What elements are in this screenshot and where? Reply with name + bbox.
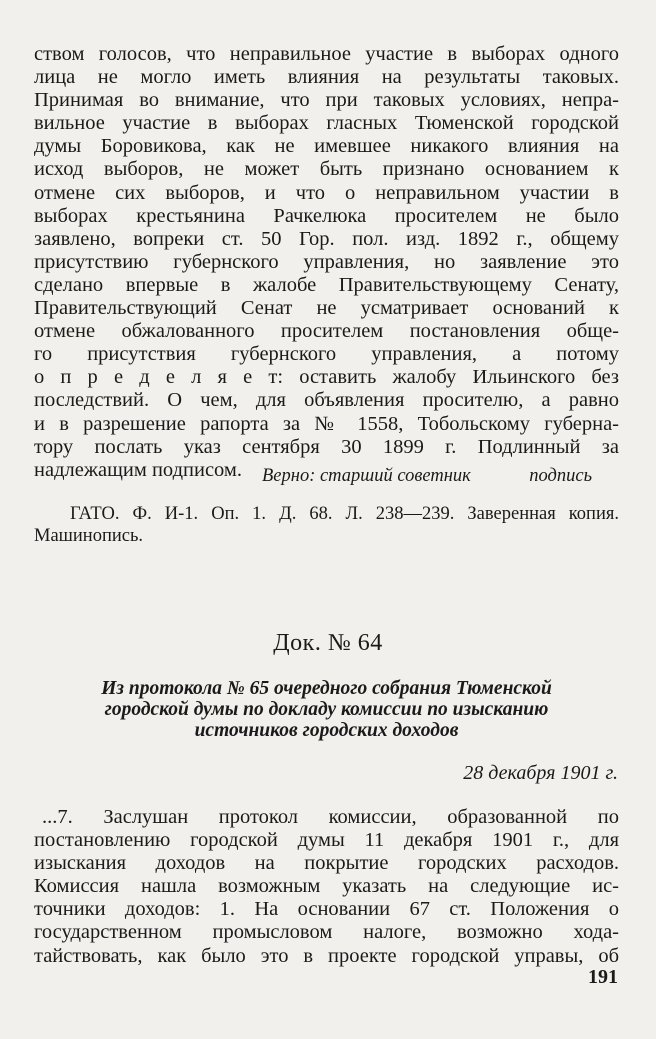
- body-text-bottom: [34, 806, 619, 968]
- title-line: городской думы по докладу комиссии по изысканию: [104, 699, 549, 720]
- text-line: присутствию губернского управления, но заявление это: [34, 250, 619, 273]
- text-line: о п р е д е л я е т: оставить жалобу Ильинского без: [34, 366, 619, 389]
- text-line: постановлению городской думы 11 декабря 1901 г., для: [34, 829, 619, 852]
- signature-note: подпись: [529, 466, 592, 486]
- text-line: думы Боровикова, как не имевшее никакого влияния на: [34, 135, 619, 158]
- body-text-top: [34, 43, 619, 482]
- text-line: отмене обжалованного просителем постановления обще-: [34, 320, 619, 343]
- text-line: сделано впервые в жалобе Правительствующему Сенату,: [34, 273, 619, 296]
- text-line: ...7. Заслушан протокол комиссии, образованной по: [42, 806, 619, 828]
- text-line: Принимая во внимание, что при таковых условиях, непра-: [34, 89, 619, 112]
- text-line: тайствовать, как было это в проекте городской управы, об: [34, 944, 619, 967]
- text-line: ством голосов, что неправильное участие в выборах одного: [34, 43, 619, 65]
- text-line: точники доходов: 1. На основании 67 ст. Положения о: [34, 898, 619, 921]
- text-line: вильное участие в выборах гласных Тюменской городской: [34, 112, 619, 135]
- text-line: Комиссия нашла возможным указать на следующие ис-: [34, 875, 619, 898]
- title-line: источников городских доходов: [194, 720, 459, 741]
- title-line: Из протокола № 65 очередного собрания Тюменской: [101, 678, 552, 699]
- text-line: исход выборов, не может быть признано основанием к: [34, 158, 619, 181]
- archival-source-note: [34, 503, 619, 547]
- source-line: Машинопись.: [34, 526, 144, 546]
- verification-label: Верно: старший советник: [262, 466, 471, 486]
- text-line: заявлено, вопреки ст. 50 Гор. пол. изд. 1892 г., общему: [34, 227, 619, 250]
- document-date: 28 декабря 1901 г.: [463, 762, 618, 784]
- text-line: надлежащим подписом.: [34, 458, 243, 481]
- text-line: Правительствующий Сенат не усматривает оснований к: [34, 297, 619, 320]
- page-number: 191: [588, 966, 618, 988]
- text-line: последствий. О чем, для объявления просителю, а равно: [34, 389, 619, 412]
- text-line: и в разрешение рапорта за № 1558, Тобольскому губерна-: [34, 412, 619, 435]
- text-line: лица не могло иметь влияния на результаты таковых.: [34, 66, 619, 89]
- text-line: отмене сих выборов, и что о неправильном участии в: [34, 181, 619, 204]
- document-number: Док. № 64: [273, 630, 383, 656]
- verification-line: [262, 466, 592, 487]
- source-line: ГАТО. Ф. И-1. Оп. 1. Д. 68. Л. 238—239. Заверенная копия.: [70, 504, 619, 524]
- text-line: изыскания доходов на покрытие городских расходов.: [34, 852, 619, 875]
- text-line: го присутствия губернского управления, а потому: [34, 343, 619, 366]
- document-title: [34, 678, 619, 741]
- text-line: выборах крестьянина Рачкелюка просителем не было: [34, 204, 619, 227]
- text-line: тору послать указ сентября 30 1899 г. Подлинный за: [34, 435, 619, 458]
- text-line: государственном промысловом налоге, возможно хода-: [34, 921, 619, 944]
